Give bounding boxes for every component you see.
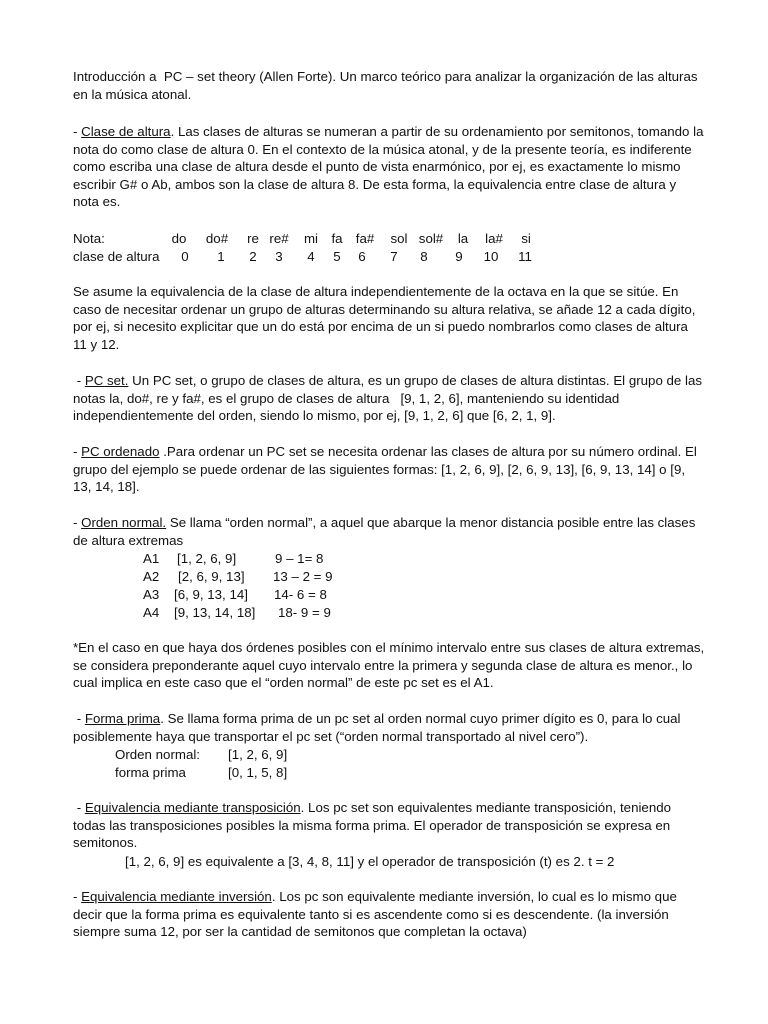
row-calc: 18- 9 = 9 (278, 605, 331, 620)
row-calc: 13 – 2 = 9 (273, 569, 333, 584)
note-cell: re# (269, 231, 289, 246)
note-cell: do (171, 231, 187, 246)
inversion-prefix: - (73, 889, 82, 904)
note-cell: sol (390, 231, 408, 246)
clase-altura-paragraph (73, 123, 708, 211)
orden-normal-heading: Orden normal. (81, 515, 167, 530)
class-cell: 1 (217, 249, 225, 264)
transposicion-prefix: - (73, 800, 85, 815)
class-cell: 7 (390, 249, 398, 264)
orden-normal-paragraph (73, 514, 705, 549)
transposicion-paragraph (73, 799, 705, 852)
row-label: A3 (143, 587, 160, 602)
class-cell: 9 (455, 249, 463, 264)
class-cell: 5 (333, 249, 341, 264)
forma-prima-text: . Se llama forma prima de un pc set al orden normal cuyo primer dígito es 0, para lo cual posiblemente haya que transportar el pc set (“orden normal transportado al nivel cero”). (73, 711, 685, 744)
note-cell: la# (485, 231, 503, 246)
orden-normal-text: Se llama “orden normal”, a aquel que abarque la menor distancia posible entre las clases de altura extremas (73, 515, 700, 548)
pc-ordenado-prefix: - (73, 444, 82, 459)
row-set: [1, 2, 6, 9] (177, 551, 237, 566)
row-calc: 9 – 1= 8 (275, 551, 324, 566)
orden-normal-example-row (115, 746, 415, 764)
pc-set-text: Un PC set, o grupo de clases de altura, es un grupo de clases de altura distintas. El grupo de las notas la, do#, re y fa#, es el grupo de clases de altura [9, 1, 2, 6], manteniendo su identidad independientemente del orden, siendo lo mismo, por ej, [9, 1, 2, 6] que [6, 2, 1, 9]. (73, 373, 706, 424)
orden-normal-value: [1, 2, 6, 9] (228, 747, 288, 762)
pc-set-prefix: - (73, 373, 85, 388)
note-cell: re (247, 231, 259, 246)
inversion-heading: Equivalencia mediante inversión (81, 889, 272, 904)
asterisk-note-paragraph: *En el caso en que haya dos órdenes posibles con el mínimo intervalo entre sus clases de altura extremas, se considera preponderante aquel cuyo intervalo entre la primera y segunda clase de altura es menor., lo cual implica en este caso que el “orden normal” de este pc set es el A1. (73, 640, 708, 691)
row-label: A1 (143, 551, 160, 566)
note-row (73, 230, 705, 248)
forma-prima-label: forma prima (115, 765, 186, 780)
transposicion-text: . Los pc set son equivalentes mediante transposición, teniendo todas las transposiciones posibles la misma forma prima. El operador de transposición se expresa en semitonos. (73, 800, 675, 851)
pc-set-heading: PC set. (84, 373, 129, 388)
class-cell: 2 (249, 249, 257, 264)
clase-altura-text: . Las clases de alturas se numeran a partir de su ordenamiento por semitonos, tomando la nota do como clase de altura 0. En el contexto de la música atonal, y de la presente teoría, es indiferente como escriba una clase de altura desde el punto de vista enarmónico, por ej, es exactamente lo mismo escribir G# o Ab, ambos son la clase de altura 8. De esta forma, la equivalencia entre clase de altura y nota es. (73, 124, 708, 210)
note-cell: la (457, 231, 469, 246)
note-cell: fa (331, 231, 343, 246)
orden-normal-row (143, 550, 443, 568)
row-set: [2, 6, 9, 13] (178, 569, 245, 584)
class-cell: 6 (358, 249, 366, 264)
clase-altura-prefix: - (73, 124, 82, 139)
inversion-text: . Los pc son equivalente mediante inversión, lo cual es lo mismo que decir que la forma prima es equivalente tanto si es ascendente como si es descendente. (la inversión siempre suma 12, por ser la cantidad de semitonos que completan la octava) (73, 889, 681, 940)
note-cell: do# (205, 231, 229, 246)
forma-prima-paragraph (73, 710, 705, 745)
note-cell: mi (303, 231, 319, 246)
orden-normal-label: Orden normal: (115, 747, 200, 762)
intro-paragraph: Introducción a PC – set theory (Allen Forte). Un marco teórico para analizar la organización de las alturas en la música atonal. (73, 69, 702, 102)
class-cell: 4 (307, 249, 315, 264)
row-set: [9, 13, 14, 18] (174, 605, 256, 620)
pc-ordenado-text: .Para ordenar un PC set se necesita ordenar las clases de altura por su número ordinal. El grupo del ejemplo se puede ordenar de las siguientes formas: [1, 2, 6, 9], [2, 6, 9, 13], [6, 9, 13, 14] o [9, 13, 14, 18]. (73, 444, 701, 495)
pc-set-paragraph (73, 372, 705, 425)
note-cell: fa# (355, 231, 375, 246)
transposicion-example: [1, 2, 6, 9] es equivalente a [3, 4, 8, 11] y el operador de transposición (t) es 2. t = 2 (125, 854, 615, 869)
row-label: A2 (143, 569, 160, 584)
octava-paragraph: Se asume la equivalencia de la clase de altura independientemente de la octava en la que se sitúe. En caso de necesitar ordenar un grupo de alturas determinando su altura relativa, se añade 12 a cada dígito, por ej, si necesito explicitar que un do está por encima de un si puedo nombrarlos como clases de altura 11 y 12. (73, 284, 700, 352)
forma-prima-prefix: - (73, 711, 85, 726)
orden-normal-row (143, 568, 443, 586)
clase-altura-heading: Clase de altura (81, 124, 171, 139)
class-row (73, 248, 705, 266)
forma-prima-heading: Forma prima (84, 711, 161, 726)
note-cell: sol# (418, 231, 444, 246)
orden-normal-prefix: - (73, 515, 82, 530)
inversion-paragraph (73, 888, 705, 941)
row-label: A4 (143, 605, 160, 620)
transposicion-heading: Equivalencia mediante transposición (84, 800, 301, 815)
forma-prima-example-row (115, 764, 415, 782)
class-cell: 8 (420, 249, 428, 264)
pc-ordenado-paragraph (73, 443, 705, 496)
class-cell: 10 (483, 249, 499, 264)
note-label: Nota: (73, 231, 105, 246)
pc-ordenado-heading: PC ordenado (81, 444, 160, 459)
row-set: [6, 9, 13, 14] (174, 587, 248, 602)
orden-normal-row (143, 586, 443, 604)
orden-normal-row (143, 604, 443, 622)
note-cell: si (521, 231, 531, 246)
forma-prima-value: [0, 1, 5, 8] (228, 765, 288, 780)
class-label: clase de altura (73, 249, 160, 264)
class-cell: 0 (181, 249, 189, 264)
class-cell: 11 (518, 249, 532, 264)
row-calc: 14- 6 = 8 (274, 587, 327, 602)
class-cell: 3 (275, 249, 283, 264)
